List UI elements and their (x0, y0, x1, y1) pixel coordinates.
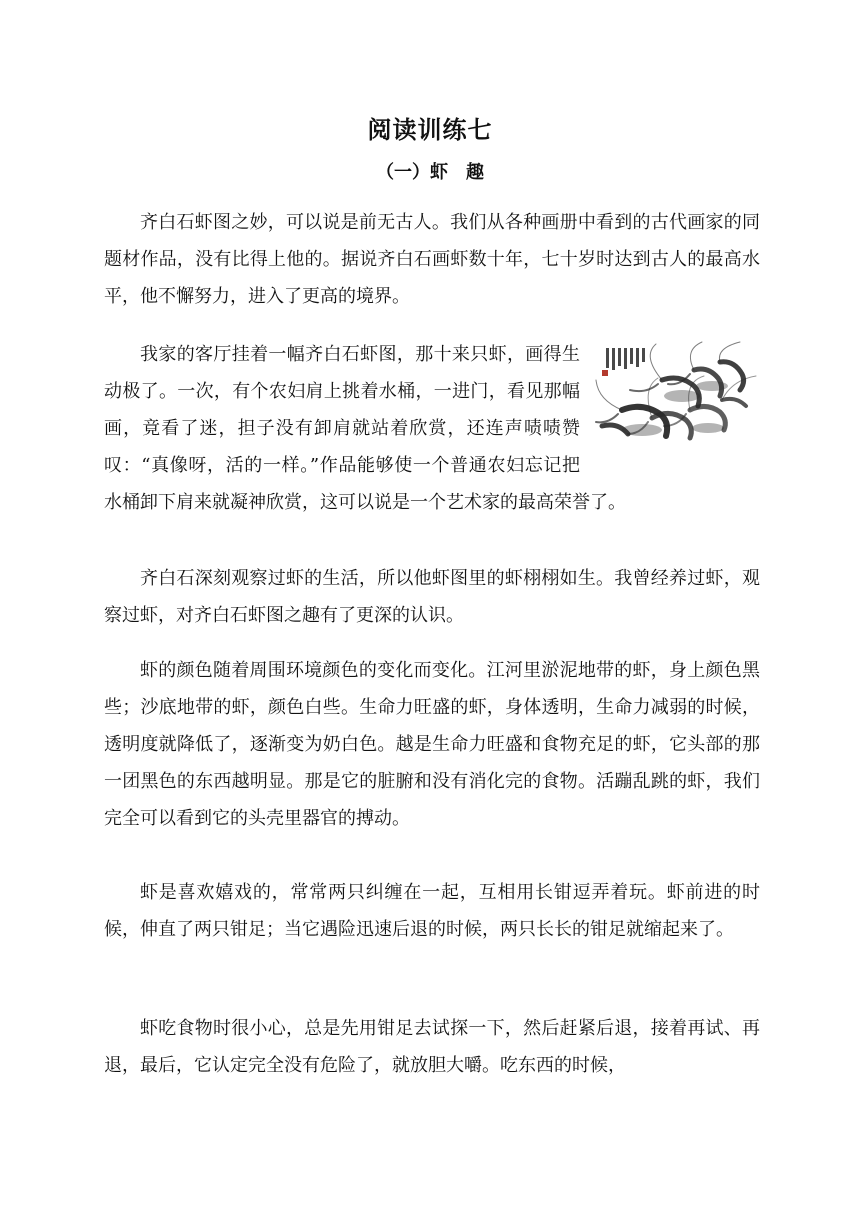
page-title: 阅读训练七 (367, 115, 493, 144)
paragraph-3: 齐白石深刻观察过虾的生活，所以他虾图里的虾栩栩如生。我曾经养过虾，观察过虾，对齐白石虾图之趣有了更深的认识。 (104, 568, 760, 626)
paragraph-4: 虾的颜色随着周围环境颜色的变化而变化。江河里淤泥地带的虾，身上颜色黑些；沙底地带的虾，颜色白些。生命力旺盛的虾，身体透明，生命力减弱的时候，透明度就降低了，逐渐变为奶白色。越是生命力旺盛和食物充足的虾，它头部的那一团黑色的东西越明显。那是它的脏腑和没有消化完的食物。活蹦乱跳的虾，我们完全可以看到它的头壳里器官的搏动。 (104, 660, 760, 829)
paragraph-2-container (104, 336, 760, 521)
section-subtitle: （一）虾 趣 (376, 162, 484, 183)
paragraph-2: 我家的客厅挂着一幅齐白石虾图，那十来只虾，画得生动极了。一次，有个农妇肩上挑着水桶，一进门，看见那幅画，竟看了迷，担子没有卸肩就站着欣赏，还连声啧啧赞叹：“真像呀，活的一样。”作品能够使一个普通农妇忘记把水桶卸下肩来就凝神欣赏，这可以说是一个艺术家的最高荣誉了。 (104, 344, 626, 513)
paragraph-6: 虾吃食物时很小心，总是先用钳足去试探一下，然后赶紧后退，接着再试、再退，最后，它认定完全没有危险了，就放胆大嚼。吃东西的时候， (104, 1018, 760, 1076)
paragraph-1: 齐白石虾图之妙，可以说是前无古人。我们从各种画册中看到的古代画家的同题材作品，没有比得上他的。据说齐白石画虾数十年，七十岁时达到古人的最高水平，他不懈努力，进入了更高的境界。 (104, 212, 760, 307)
shrimp-painting-icon (592, 340, 760, 452)
paragraph-5: 虾是喜欢嬉戏的，常常两只纠缠在一起，互相用长钳逗弄着玩。虾前进的时候，伸直了两只钳足；当它遇险迅速后退的时候，两只长长的钳足就缩起来了。 (104, 882, 760, 940)
